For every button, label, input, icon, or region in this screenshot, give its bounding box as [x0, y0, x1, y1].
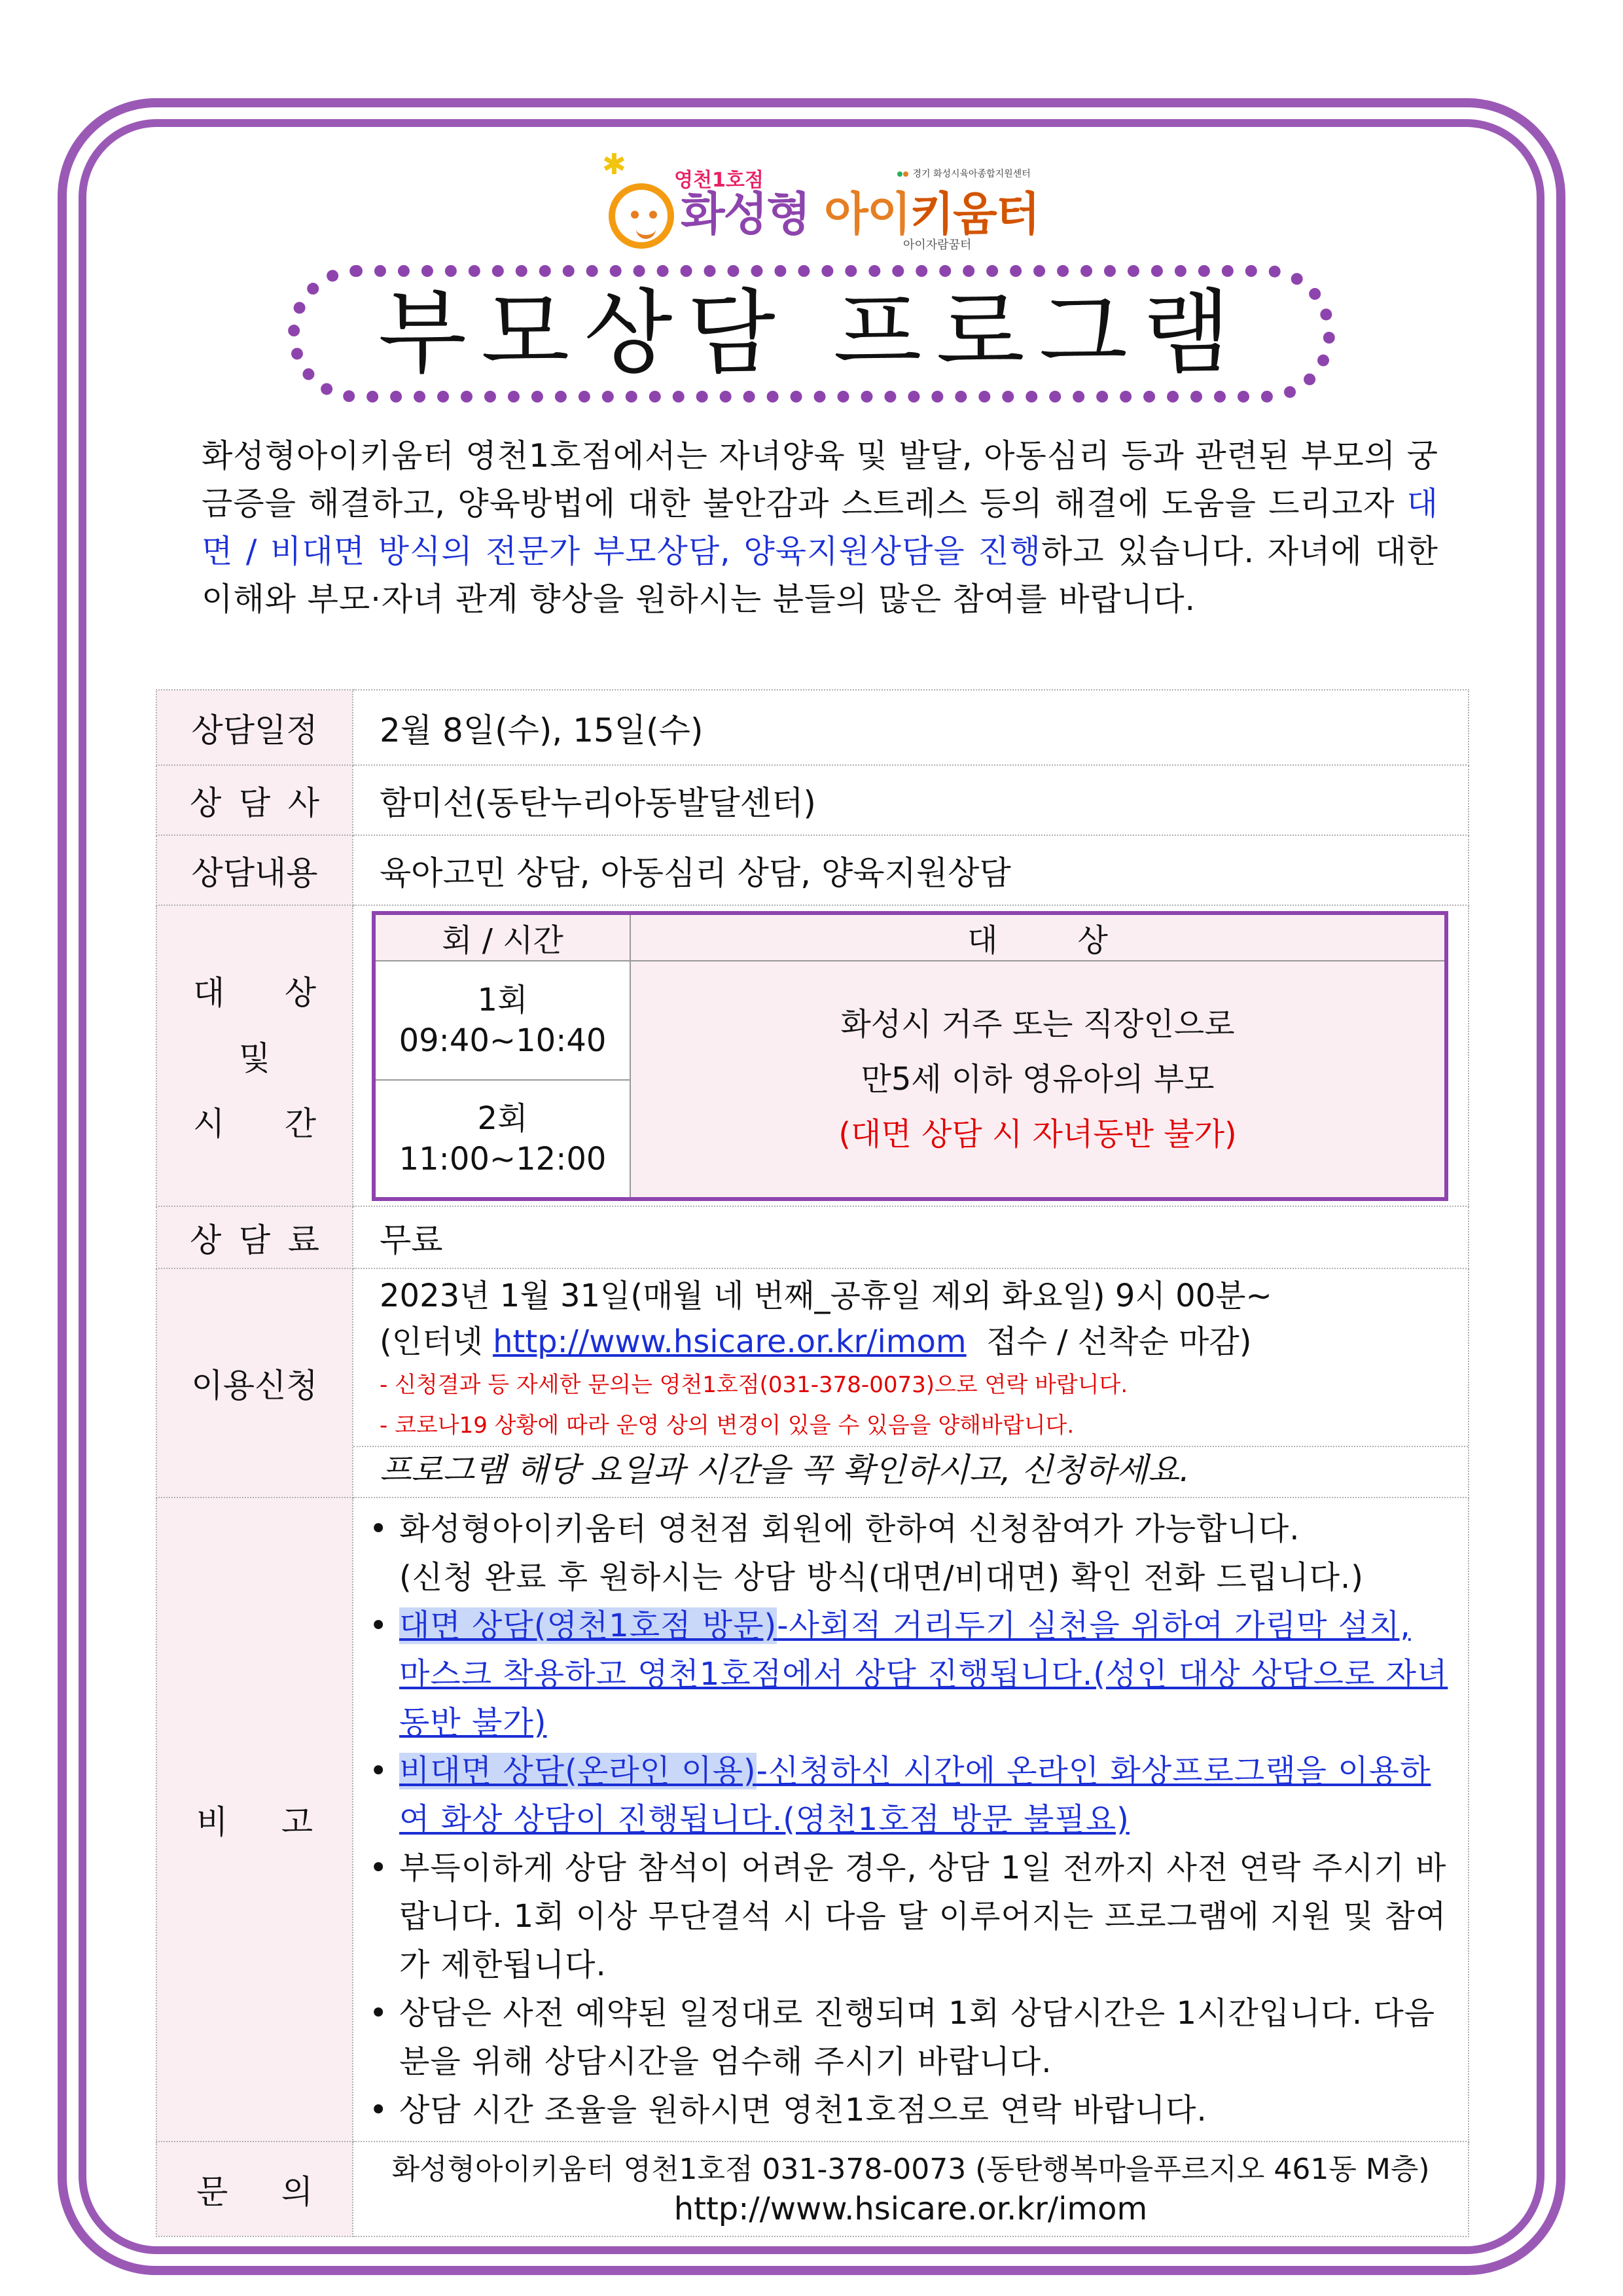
remark-online-detail: -신청하신 시간에 온라인 화상프로그램을 이용하여 화상 상담이 진행됩니다.(영천1호점 방문 불필요) — [399, 1753, 1431, 1838]
value-fee: 무료 — [353, 1206, 1469, 1268]
label-char: 문 — [196, 2172, 228, 2211]
remark-online: 비대면 상담(온라인 이용) — [399, 1753, 757, 1789]
row-schedule — [156, 690, 1469, 765]
row-counselor — [156, 765, 1469, 835]
apply-online-after: 접수 / 선착순 마감) — [966, 1323, 1252, 1360]
session-1-time: 09:40~10:40 — [399, 1022, 607, 1059]
row-remarks — [156, 1498, 1469, 2142]
label-char: 상 — [284, 974, 316, 1012]
remark-item — [399, 1602, 1448, 1747]
label-char: 의 — [281, 2172, 313, 2211]
remark-item: • 화성형아이키움터 영천점 회원에 한하여 신청참여가 가능합니다. (신청 완료 후 원하시는 상담 방식(대면/비대면) 확인 전화 드립니다.) — [399, 1505, 1448, 1602]
target-line: 화성시 거주 또는 직장인으로 — [840, 1005, 1235, 1043]
apply-note-2: - 코로나19 상황에 따라 운영 상의 변경이 있을 수 있음을 양해바랍니다. — [380, 1412, 1075, 1439]
logo — [602, 148, 1073, 262]
label-content: 상담내용 — [156, 835, 353, 905]
value-target — [353, 905, 1469, 1206]
target-line: 만5세 이하 영유아의 부모 — [861, 1060, 1215, 1098]
logo-name-part2: 아이 — [824, 187, 910, 241]
contact-url-link[interactable]: http://www.hsicare.or.kr/imom — [673, 2190, 1148, 2227]
session-1-name: 1회 — [477, 981, 528, 1018]
page-title: 부모상담 프로그램 — [378, 280, 1245, 387]
star-icon: ✱ — [602, 148, 626, 181]
logo-sub: 아이자람꿈터 — [903, 238, 972, 252]
label-char: 담 — [238, 783, 271, 822]
logo-name-part3: 키움터 — [910, 187, 1039, 241]
session-2 — [374, 1080, 630, 1199]
org-logo-icon — [897, 170, 910, 179]
label-char: 간 — [284, 1105, 316, 1143]
apply-url-link[interactable]: http://www.hsicare.or.kr/imom — [493, 1323, 967, 1360]
remark-face-to-face: 대면 상담(영천1호점 방문) — [399, 1607, 777, 1644]
session-1 — [374, 961, 630, 1080]
session-2-name: 2회 — [477, 1100, 528, 1137]
label-char: 및 — [238, 1039, 271, 1077]
row-content — [156, 835, 1469, 905]
row-apply — [156, 1268, 1469, 1498]
label-char: 시 — [193, 1105, 225, 1143]
logo-org — [897, 167, 1031, 180]
row-contact — [156, 2142, 1469, 2236]
remark-item: • 상담은 사전 예약된 일정대로 진행되며 1회 상담시간은 1시간입니다. 다음 분을 위해 상담시간을 엄수해 주시기 바랍니다. — [399, 1989, 1448, 2086]
label-target — [156, 905, 353, 1206]
intro-paragraph — [202, 432, 1438, 623]
value-remarks — [353, 1498, 1469, 2142]
target-note: (대면 상담 시 자녀동반 불가) — [838, 1115, 1237, 1153]
label-counselor — [156, 765, 353, 835]
remark-face-to-face-detail: -사회적 거리두기 실천을 위하여 가림막 설치, 마스크 착용하고 영천1호점에서 상담 진행됩니다.(성인 대상 상담으로 자녀 동반 불가) — [399, 1607, 1448, 1741]
value-content: 육아고민 상담, 아동심리 상담, 양육지원상담 — [353, 835, 1469, 905]
apply-online-before: (인터넷 — [380, 1323, 493, 1360]
logo-main — [681, 187, 1039, 241]
value-schedule: 2월 8일(수), 15일(수) — [353, 690, 1469, 765]
remark-item: • 상담 시간 조율을 원하시면 영천1호점으로 연락 바랍니다. — [399, 2086, 1448, 2134]
label-char: 료 — [287, 1221, 319, 1259]
target-description — [630, 961, 1446, 1199]
intro-text-before: 화성형아이키움터 영천1호점에서는 자녀양육 및 발달, 아동심리 등과 관련된 부모의 궁금증을 해결하고, 양육방법에 대한 불안감과 스트레스 등의 해결에 도움을 드리고자 — [202, 437, 1438, 522]
logo-org-text: 경기 화성시육아종합지원센터 — [912, 169, 1031, 179]
remark-item: • 부득이하게 상담 참석이 어려운 경우, 상담 1일 전까지 사전 연락 주시기 바랍니다. 1회 이상 무단결석 시 다음 달 이루어지는 프로그램에 지원 및 참여가 제한됩니다. — [399, 1844, 1448, 1989]
label-char: 상 — [190, 1221, 222, 1259]
apply-note-1: - 신청결과 등 자세한 문의는 영천1호점(031-378-0073)으로 연락 바랍니다. — [380, 1372, 1128, 1398]
label-char: 사 — [287, 783, 319, 822]
value-counselor: 함미선(동탄누리아동발달센터) — [353, 765, 1469, 835]
header-time: 회 / 시간 — [374, 913, 630, 961]
label-remarks — [156, 1498, 353, 2142]
row-fee — [156, 1206, 1469, 1268]
session-table — [372, 911, 1448, 1201]
label-contact — [156, 2142, 353, 2236]
label-char: 상 — [190, 783, 222, 822]
apply-date: 2023년 1월 31일(매월 네 번째_공휴일 제외 화요일) 9시 00분~ — [380, 1278, 1272, 1314]
intro-highlight: 대면 / 비대면 방식의 전문가 부모상담, 양육지원상담을 진행 — [202, 485, 1438, 570]
session-2-time: 11:00~12:00 — [399, 1140, 607, 1177]
remark-item — [399, 1747, 1448, 1844]
label-char: 담 — [238, 1221, 271, 1259]
value-contact — [353, 2142, 1469, 2236]
intro-text-after: 하고 있습니다. 자녀에 대한 이해와 부모·자녀 관계 향상을 원하시는 분들의 많은 참여를 바랍니다. — [202, 533, 1438, 618]
info-table — [156, 689, 1469, 2237]
label-apply: 이용신청 — [156, 1268, 353, 1498]
smiley-face-icon — [609, 183, 674, 249]
logo-name-part1: 화성형 — [681, 187, 825, 241]
row-target — [156, 905, 1469, 1206]
apply-reminder: 프로그램 해당 요일과 시간을 꼭 확인하시고, 신청하세요. — [353, 1446, 1468, 1493]
label-char: 비 — [196, 1803, 228, 1841]
logo-branch: 영천1호점 — [674, 169, 764, 192]
remarks-list — [353, 1498, 1468, 2141]
label-char: 고 — [281, 1803, 313, 1841]
apply-online — [353, 1319, 1468, 1365]
contact-address: 화성형아이키움터 영천1호점 031-378-0073 (동탄행복마을푸르지오 461동 M층) — [391, 2152, 1430, 2186]
label-schedule: 상담일정 — [156, 690, 353, 765]
title-box — [288, 265, 1335, 403]
header-target: 대 상 — [630, 913, 1446, 961]
label-fee — [156, 1206, 353, 1268]
label-char: 대 — [193, 974, 225, 1012]
value-apply — [353, 1268, 1469, 1498]
